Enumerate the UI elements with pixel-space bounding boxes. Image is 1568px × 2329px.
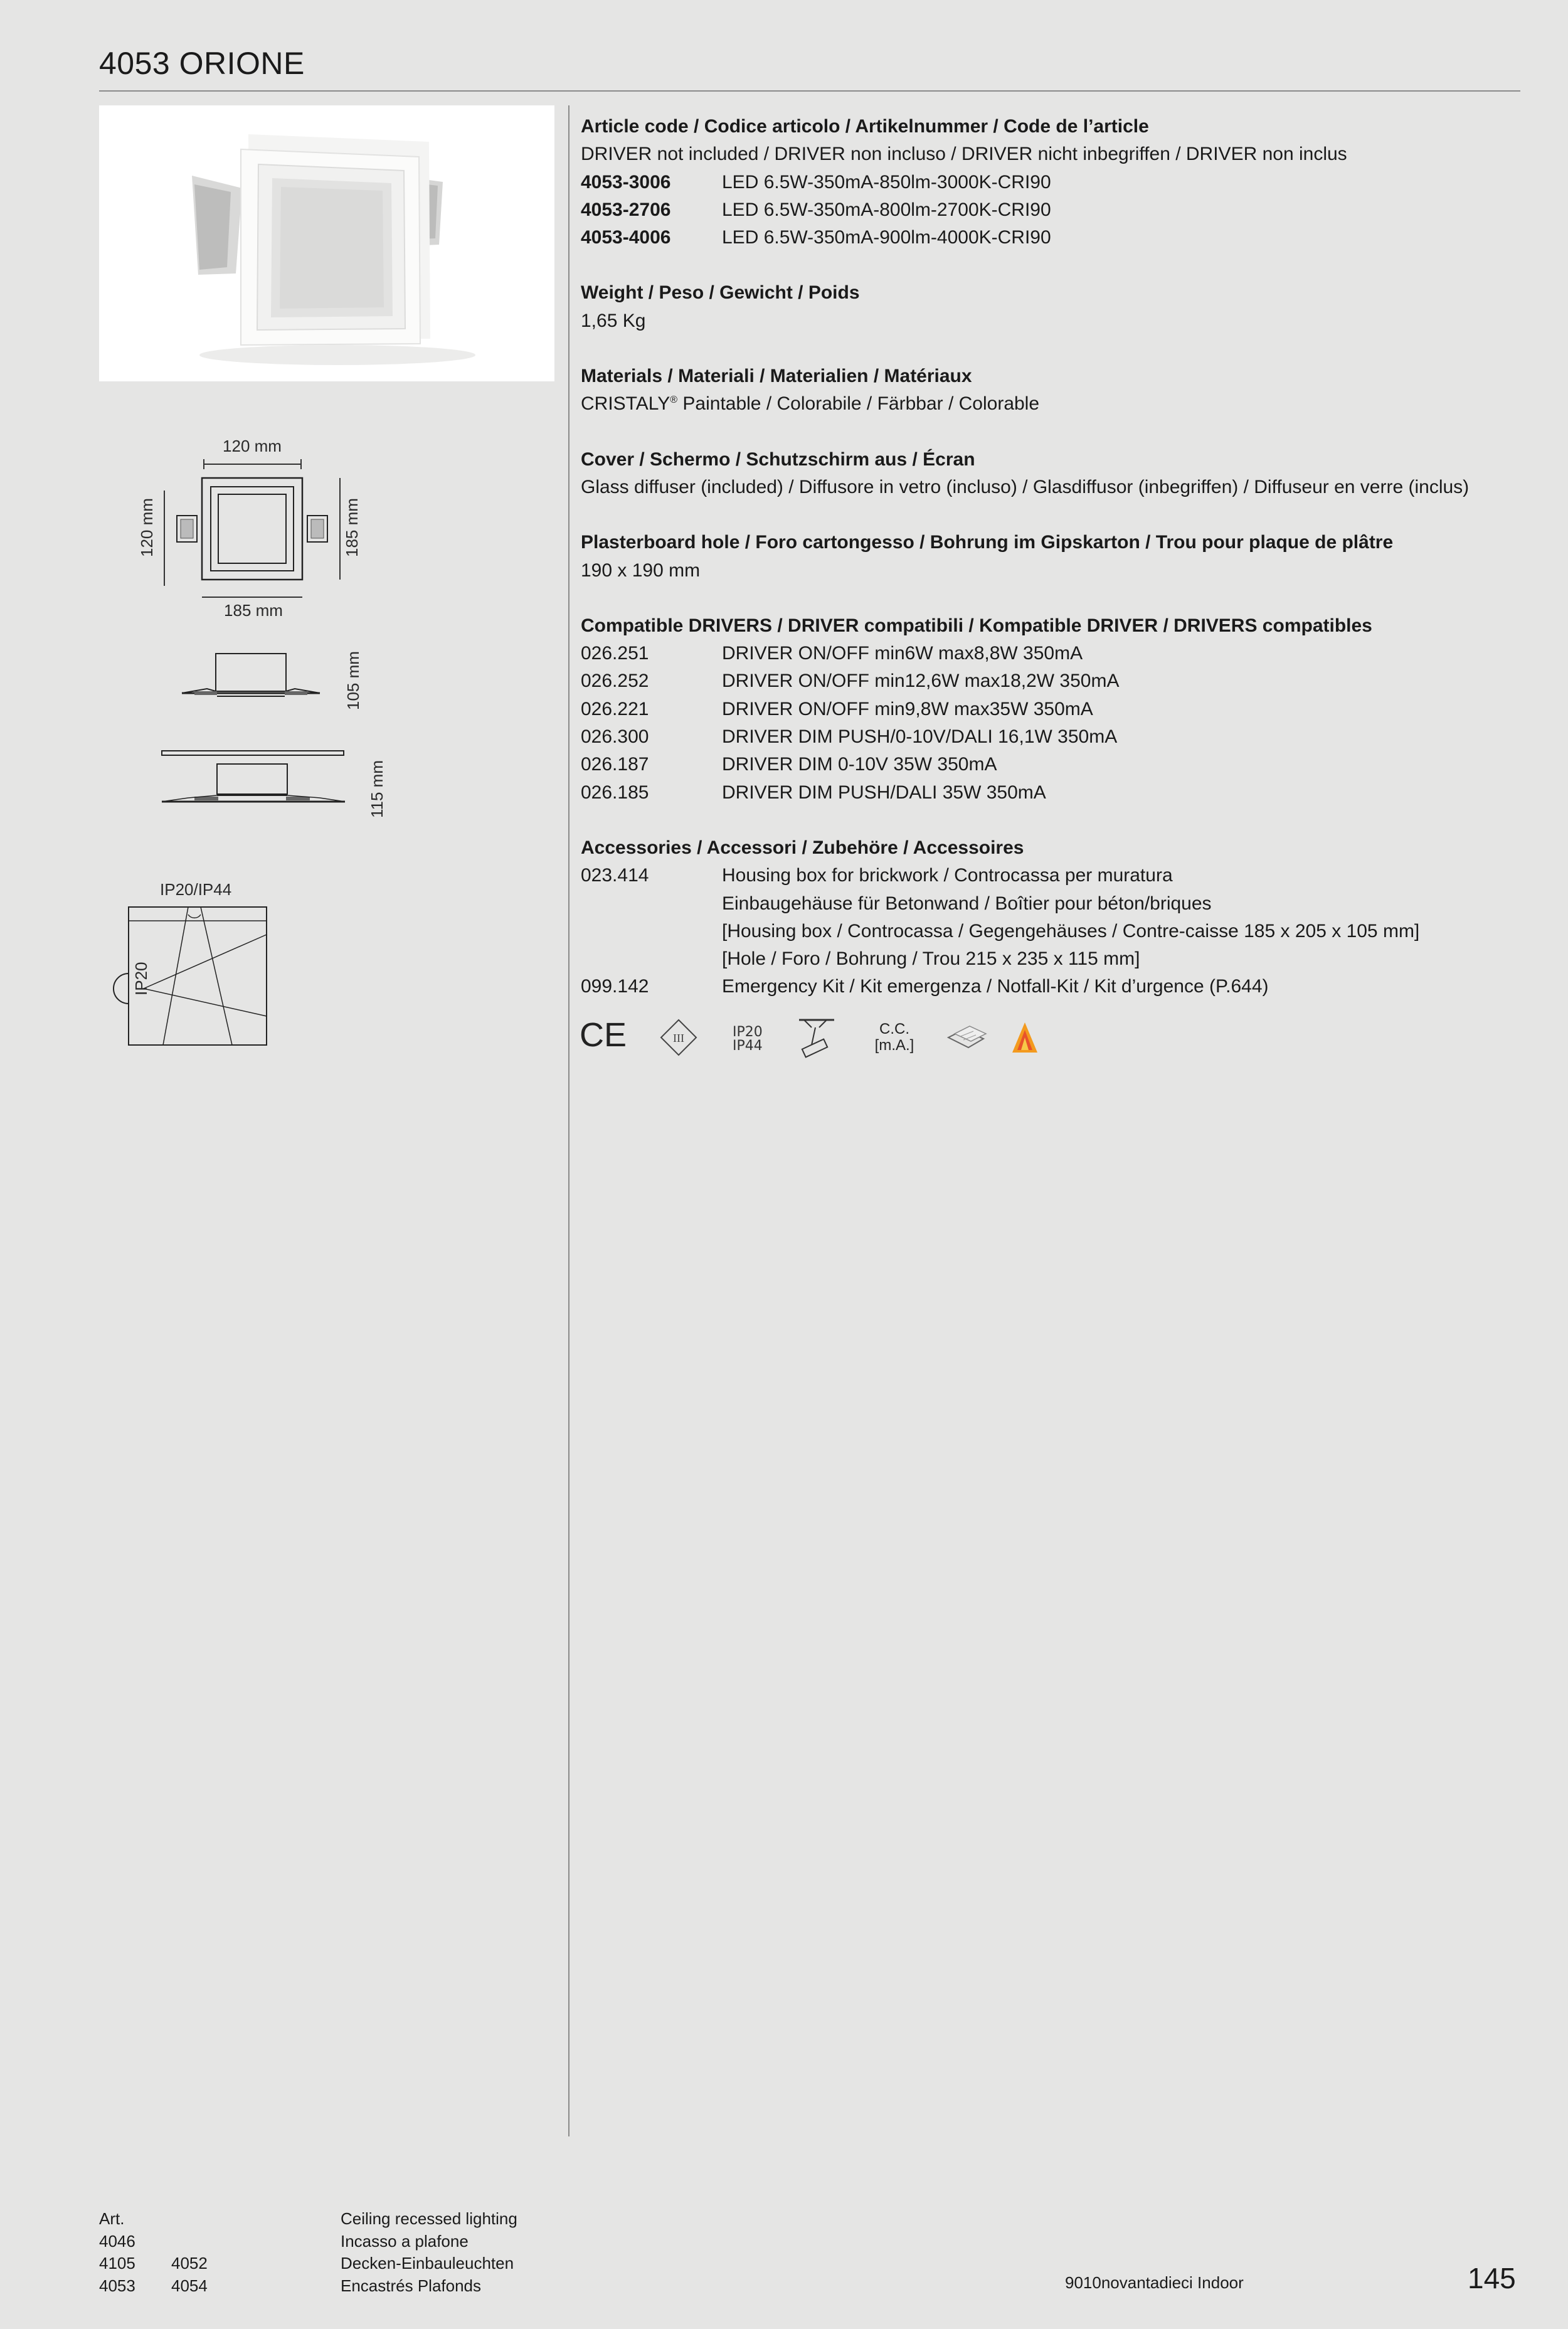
svg-text:IP20: IP20 bbox=[733, 1024, 763, 1040]
dim-right-height: 185 mm bbox=[342, 498, 361, 557]
cover-value: Glass diffuser (included) / Diffusore in vetro (incluso) / Glasdiffusor (inbegriffen) / Diffuseur en verre (inclus) bbox=[581, 476, 1470, 497]
hole-value: 190 x 190 mm bbox=[581, 560, 701, 581]
driver-row: 026.251 DRIVER ON/OFF min6W max8,8W 350mA bbox=[581, 643, 1083, 664]
column-divider bbox=[568, 105, 569, 2136]
fire-safety-icon bbox=[1012, 1022, 1037, 1053]
cover-heading: Cover / Schermo / Schutzschirm aus / Écran bbox=[581, 448, 975, 470]
driver-row: 026.185 DRIVER DIM PUSH/DALI 35W 350mA bbox=[581, 782, 1046, 803]
footer-index bbox=[99, 2208, 517, 2297]
driver-row: 026.300 DRIVER DIM PUSH/0-10V/DALI 16,1W 350mA bbox=[581, 726, 1118, 748]
drivers-section bbox=[581, 612, 1534, 807]
accessory-row: [Hole / Foro / Bohrung / Trou 215 x 235 x 115 mm] bbox=[722, 948, 1140, 970]
hole-section bbox=[581, 529, 1534, 585]
dim-bottom-width: 185 mm bbox=[224, 601, 283, 620]
ip-rating-icon bbox=[733, 1024, 763, 1054]
article-row: 4053-2706 LED 6.5W-350mA-800lm-2700K-CRI90 bbox=[581, 199, 1051, 220]
driver-row: 026.221 DRIVER ON/OFF min9,8W max35W 350mA bbox=[581, 698, 1093, 719]
driver-note: DRIVER not included / DRIVER non incluso / DRIVER nicht inbegriffen / DRIVER non inclus bbox=[581, 144, 1347, 165]
article-heading: Article code / Codice articolo / Artikelnummer / Code de l’article bbox=[581, 116, 1149, 137]
technical-drawings bbox=[94, 433, 558, 1060]
ip-left-label: IP20 bbox=[132, 962, 151, 995]
page-number: 145 bbox=[1468, 2262, 1516, 2295]
page-title: 4053 ORIONE bbox=[99, 46, 305, 81]
materials-heading: Materials / Materiali / Materialien / Matériaux bbox=[581, 366, 972, 387]
footer-row: 4046 Incasso a plafone bbox=[99, 2231, 469, 2251]
hole-heading: Plasterboard hole / Foro cartongesso / Bohrung im Gipskarton / Trou pour plaque de plâtre bbox=[581, 532, 1394, 553]
driver-row: 026.187 DRIVER DIM 0-10V 35W 350mA bbox=[581, 754, 997, 775]
title-divider bbox=[99, 90, 1520, 92]
driver-row: 026.252 DRIVER ON/OFF min12,6W max18,2W 350mA bbox=[581, 671, 1120, 692]
brand-footer: 9010novantadieci Indoor bbox=[1065, 2273, 1244, 2292]
article-section bbox=[581, 113, 1534, 252]
drivers-heading: Compatible DRIVERS / DRIVER compatibili / Kompatible DRIVER / DRIVERS compatibles bbox=[581, 615, 1372, 636]
accessory-row: [Housing box / Controcassa / Gegengehäuses / Contre-caisse 185 x 205 x 105 mm] bbox=[722, 920, 1420, 942]
dim-top-width: 120 mm bbox=[223, 437, 282, 455]
recessed-mount-icon bbox=[799, 1020, 834, 1057]
dim-left-height: 120 mm bbox=[137, 498, 156, 557]
product-photo bbox=[99, 105, 554, 381]
accessory-row: Einbaugehäuse für Betonwand / Boîtier pour béton/briques bbox=[722, 893, 1212, 914]
cover-section bbox=[581, 446, 1534, 502]
weight-value: 1,65 Kg bbox=[581, 310, 646, 331]
ip-top-label: IP20/IP44 bbox=[160, 880, 232, 899]
accessories-section bbox=[581, 834, 1534, 1001]
accessory-row: 023.414 Housing box for brickwork / Controcassa per muratura bbox=[581, 865, 1173, 886]
accessory-row: 099.142 Emergency Kit / Kit emergenza / Notfall-Kit / Kit d’urgence (P.644) bbox=[581, 976, 1269, 997]
footer-row: 4105 4052 Decken-Einbauleuchten bbox=[99, 2254, 514, 2273]
svg-text:C.C.: C.C. bbox=[879, 1021, 909, 1037]
svg-text:IP44: IP44 bbox=[733, 1038, 763, 1054]
dim-side2-height: 115 mm bbox=[368, 760, 386, 818]
svg-text:III: III bbox=[673, 1032, 684, 1044]
materials-value: CRISTALY® Paintable / Colorabile / Färbbar / Colorable bbox=[581, 393, 1040, 415]
article-row: 4053-4006 LED 6.5W-350mA-900lm-4000K-CRI90 bbox=[581, 227, 1051, 248]
article-row: 4053-3006 LED 6.5W-350mA-850lm-3000K-CRI90 bbox=[581, 171, 1051, 193]
constant-current-icon bbox=[875, 1021, 914, 1054]
accessories-heading: Accessories / Accessori / Zubehöre / Accessoires bbox=[581, 837, 1024, 858]
weight-section bbox=[581, 279, 1534, 335]
footer-row: 4053 4054 Encastrés Plafonds bbox=[99, 2276, 482, 2295]
svg-text:CE: CE bbox=[580, 1016, 627, 1054]
ce-mark-icon bbox=[580, 1016, 627, 1054]
svg-text:[m.A.]: [m.A.] bbox=[874, 1037, 914, 1054]
specifications bbox=[581, 113, 1534, 1029]
materials-section bbox=[581, 363, 1534, 418]
weight-heading: Weight / Peso / Gewicht / Poids bbox=[581, 282, 860, 304]
class-iii-icon bbox=[661, 1020, 696, 1055]
dim-side1-height: 105 mm bbox=[344, 651, 363, 710]
instructions-icon bbox=[948, 1026, 986, 1048]
footer-row: Art. Ceiling recessed lighting bbox=[99, 2209, 517, 2228]
certification-icons bbox=[578, 1011, 1080, 1061]
